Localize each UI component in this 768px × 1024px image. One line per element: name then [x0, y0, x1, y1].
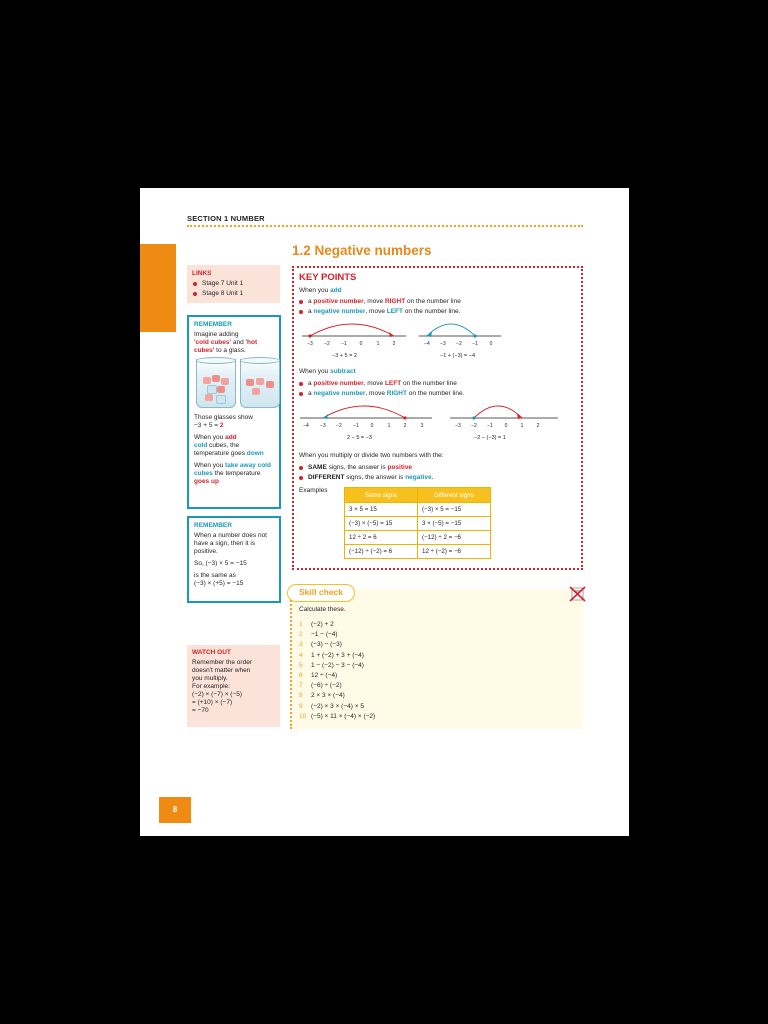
key-points-box [292, 266, 583, 570]
remember-box-sign [187, 516, 281, 603]
watch-out-line: (−2) × (−7) × (−5) [192, 691, 243, 698]
question-item: 7 (−6) ÷ (−2) [299, 682, 342, 690]
no-calculator-icon [569, 586, 586, 602]
question-item: 3 (−3) − (−3) [299, 641, 342, 649]
tick-label: −1 [341, 341, 347, 347]
table-cell: (−3) × 5 = −15 [418, 503, 491, 517]
number-line-add-negative [417, 318, 503, 350]
tick-label: −4 [303, 423, 309, 429]
number-line-caption: −1 + (−3) = −4 [440, 353, 476, 359]
tick-label: 3 [420, 423, 424, 429]
remember-take-text: When you take away cold cubes the temperature goes up [194, 462, 271, 485]
table-row [345, 503, 491, 517]
links-item[interactable]: Stage 7 Unit 1 [192, 279, 275, 289]
glass-image [240, 359, 280, 408]
skill-check-instruction: Calculate these. [299, 606, 346, 613]
question-item: 5 1 − (−2) − 3 − (−4) [299, 661, 364, 669]
table-row [345, 531, 491, 545]
tick-label: 0 [489, 341, 493, 347]
watch-out-line: you multiply. [192, 675, 228, 682]
table-cell: (−12) ÷ (−2) = 6 [345, 545, 418, 559]
question-item: 1 (−2) + 2 [299, 621, 334, 628]
skill-check-rule [290, 589, 292, 729]
add-rule-positive: a positive number, move RIGHT on the number line [299, 298, 461, 305]
number-line-caption: −2 − (−3) = 1 [474, 435, 506, 441]
number-line-subtract-positive [298, 400, 434, 432]
tick-label: −2 [471, 423, 477, 429]
remember-example-line: is the same as [194, 572, 236, 579]
examples-label: Examples [299, 487, 328, 494]
tick-label: −1 [353, 423, 359, 429]
watch-out-line: = −70 [192, 707, 209, 714]
remember-add-text: When you add cold cubes, the temperature goes down [194, 434, 264, 457]
watch-out-line: = (+10) × (−7) [192, 699, 233, 706]
table-cell: (−3) × (−5) = 15 [345, 517, 418, 531]
watch-out-line: doesn't matter when [192, 667, 251, 674]
question-item: 2 −1 − (−4) [299, 631, 338, 639]
tick-label: −3 [455, 423, 461, 429]
links-item[interactable]: Stage 8 Unit 1 [192, 289, 275, 299]
key-points-title: KEY POINTS [299, 272, 357, 283]
subtract-rule-negative: a negative number, move RIGHT on the number line. [299, 390, 464, 397]
question-item: 4 1 + (−2) + 3 + (−4) [299, 651, 364, 659]
tick-label: −3 [320, 423, 326, 429]
textbook-page [140, 188, 629, 836]
section-divider [187, 225, 583, 227]
question-item: 10 (−5) × 11 × (−4) × (−2) [299, 712, 376, 720]
table-header-row [345, 488, 491, 503]
table-header: Same signs [345, 488, 418, 503]
links-title: LINKS [192, 270, 212, 277]
remember-box-cubes [187, 315, 281, 509]
table-row [345, 517, 491, 531]
tick-label: 0 [370, 423, 374, 429]
tick-label: 0 [504, 423, 508, 429]
tick-label: 1 [387, 423, 391, 429]
number-line-caption: 2 − 5 = −3 [347, 435, 372, 441]
question-item: 8 2 × 3 × (−4) [299, 692, 345, 700]
remember-example-line: (−3) × (+5) = −15 [194, 580, 244, 587]
tick-label: −3 [307, 341, 313, 347]
remember-title: REMEMBER [194, 522, 232, 529]
tick-label: 2 [536, 423, 540, 429]
tick-label: −2 [336, 423, 342, 429]
watch-out-box [187, 645, 280, 727]
add-intro: When you add [299, 287, 342, 294]
tick-label: −2 [456, 341, 462, 347]
number-line-add-positive [300, 318, 408, 350]
tick-label: −3 [440, 341, 446, 347]
remember-sign-text: When a number does not have a sign, then it is positive. [194, 532, 267, 555]
tick-label: −2 [324, 341, 330, 347]
tick-label: −1 [487, 423, 493, 429]
table-header: Different signs [418, 488, 491, 503]
subtract-intro: When you subtract [299, 368, 356, 375]
watch-out-line: For example: [192, 683, 230, 690]
table-cell: 3 × 5 = 15 [345, 503, 418, 517]
multiply-rule-same: SAME signs, the answer is positive [299, 464, 412, 471]
chapter-tab [140, 244, 176, 332]
question-item: 6 12 ÷ (−4) [299, 672, 338, 680]
add-rule-negative: a negative number, move LEFT on the number line. [299, 308, 460, 315]
table-cell: (−12) ÷ 2 = −6 [418, 531, 491, 545]
table-row [345, 545, 491, 559]
number-line-caption: −3 + 5 = 2 [332, 353, 357, 359]
tick-label: 2 [392, 341, 396, 347]
subtract-rule-positive: a positive number, move LEFT on the number line [299, 380, 457, 387]
multiply-rule-different: DIFFERENT signs, the answer is negative. [299, 474, 433, 481]
multiply-intro: When you multiply or divide two numbers with the: [299, 452, 444, 459]
remember-sum: Those glasses show −3 + 5 = 2 [194, 414, 253, 429]
remember-intro: Imagine adding 'cold cubes' and 'hot cubes' to a glass. [194, 331, 258, 354]
remember-example-line: So, (−3) × 5 = −15 [194, 560, 247, 567]
table-cell: 3 × (−5) = −15 [418, 517, 491, 531]
tick-label: 1 [520, 423, 524, 429]
watch-out-title: WATCH OUT [192, 649, 231, 656]
table-cell: 12 ÷ (−2) = −6 [418, 545, 491, 559]
glasses-illustration [194, 359, 274, 411]
tick-label: 0 [359, 341, 363, 347]
links-box [187, 265, 280, 303]
skill-check-questions [299, 620, 375, 722]
tick-label: −4 [424, 341, 430, 347]
skill-check-tab [287, 584, 355, 602]
section-header: SECTION 1 NUMBER [187, 214, 265, 223]
watch-out-line: Remember the order [192, 659, 252, 666]
table-cell: 12 ÷ 2 = 6 [345, 531, 418, 545]
remember-title: REMEMBER [194, 321, 232, 328]
question-item: 9 (−2) × 3 × (−4) × 5 [299, 702, 364, 710]
tick-label: 2 [403, 423, 407, 429]
skill-check-title: Skill check [299, 587, 343, 597]
tick-label: −1 [472, 341, 478, 347]
tick-label: 1 [376, 341, 380, 347]
number-line-subtract-negative [448, 400, 560, 432]
glass-image [196, 359, 236, 408]
examples-table [344, 487, 491, 559]
page-title: 1.2 Negative numbers [292, 243, 432, 258]
page-number: 8 [159, 797, 191, 823]
